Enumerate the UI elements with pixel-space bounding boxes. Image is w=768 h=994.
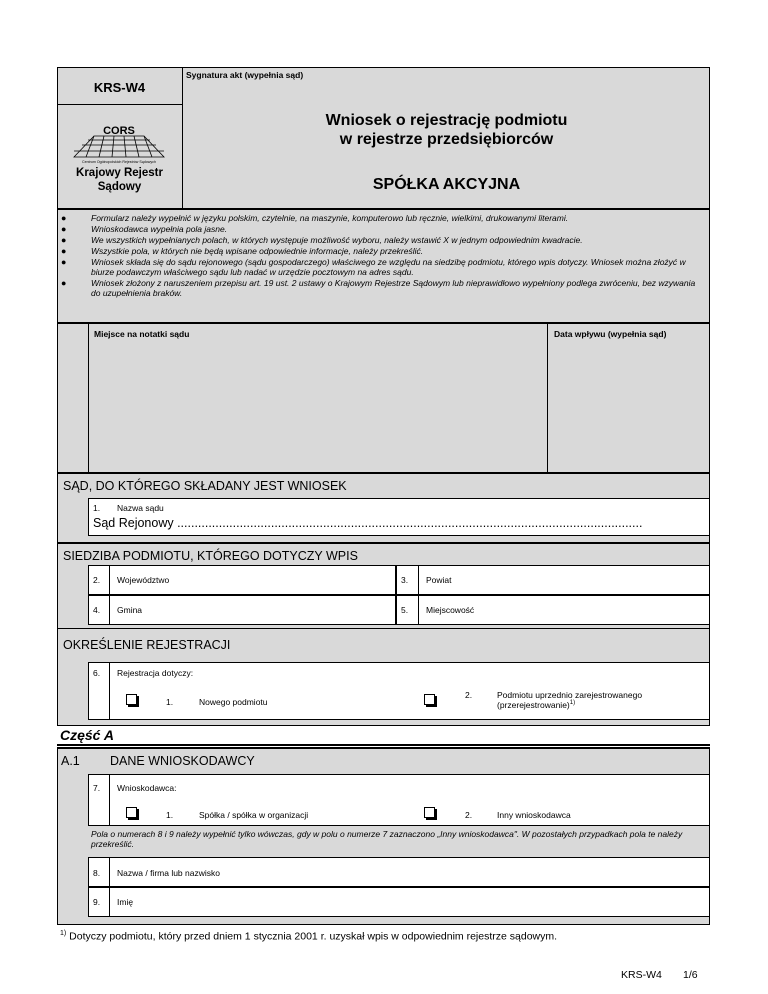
section-registration-heading: OKREŚLENIE REJESTRACJI xyxy=(63,638,231,652)
other-applicant-label: Inny wnioskodawca xyxy=(497,810,571,820)
header-left-divider xyxy=(57,104,183,105)
registration-label: Rejestracja dotyczy: xyxy=(117,668,194,678)
part-a-title: Część A xyxy=(60,727,114,743)
signature-label: Sygnatura akt (wypełnia sąd) xyxy=(186,70,304,80)
company-type: SPÓŁKA AKCYJNA xyxy=(372,176,521,193)
reregistration-label-line2 xyxy=(497,700,575,710)
instruction-item: ● Wszystkie pola, w których nie będą wpisane odpowiednie informacje, należy przekreślić. xyxy=(61,246,703,256)
applicant-num-divider xyxy=(109,774,110,826)
page-number: 1/6 xyxy=(683,969,698,981)
court-notes-box xyxy=(88,323,548,473)
field-number: 8. xyxy=(93,868,101,878)
reregistration-checkbox[interactable] xyxy=(424,694,435,705)
reregistration-label-text: (przerejestrowanie) xyxy=(497,700,570,710)
option-number: 1. xyxy=(166,697,174,707)
instruction-item: ● Wnioskodawca wypełnia pola jasne. xyxy=(61,224,703,234)
option-number: 2. xyxy=(465,690,473,700)
footnote-marker: 1) xyxy=(60,930,67,937)
part-a-sub-heading: DANE WNIOSKODAWCY xyxy=(110,754,255,768)
instructions-list xyxy=(61,213,703,298)
field-number: 4. xyxy=(93,605,101,615)
instruction-item: ● We wszystkich wypełnianych polach, w których występuje możliwość wyboru, należy wstawić X w jednym odpowiednim kwadracie. xyxy=(61,235,703,245)
svg-text:Centrum Ogólnopolskich Rejestr: Centrum Ogólnopolskich Rejestrów Sądowych xyxy=(82,160,156,164)
section-seat-heading: SIEDZIBA PODMIOTU, KTÓREGO DOTYCZY WPIS xyxy=(63,549,358,563)
company-applicant-label: Spółka / spółka w organizacji xyxy=(199,810,309,820)
registry-name-line2: Sądowy xyxy=(97,181,142,193)
seat-num-divider xyxy=(109,565,110,625)
form-title-line1: Wniosek o rejestrację podmiotu xyxy=(325,112,568,129)
county-label: Powiat xyxy=(426,575,452,585)
option-number: 2. xyxy=(465,810,473,820)
applicant-note: Pola o numerach 8 i 9 należy wypełnić tylko wówczas, gdy w polu o numerze 7 zaznaczono „Inny wnioskodawca". W pozostałych przypadkach pola te należy przekreślić. xyxy=(91,829,683,849)
municipality-label: Gmina xyxy=(117,605,143,615)
name-num-divider xyxy=(109,857,110,917)
court-name-value: Sąd Rejonowy ...................................................................................................................................... xyxy=(93,516,643,530)
footer-form-code: KRS-W4 xyxy=(621,969,662,981)
svg-text:CORS: CORS xyxy=(103,125,135,137)
other-applicant-checkbox[interactable] xyxy=(424,807,435,818)
field-number: 7. xyxy=(93,783,101,793)
form-title-line2: w rejestrze przedsiębiorców xyxy=(339,131,554,148)
field-number: 1. xyxy=(93,503,101,513)
field-number: 3. xyxy=(401,575,409,585)
part-a-sub-number: A.1 xyxy=(61,754,80,768)
option-number: 1. xyxy=(166,810,174,820)
field-number: 6. xyxy=(93,668,101,678)
cors-logo xyxy=(64,124,174,164)
form-code: KRS-W4 xyxy=(93,80,146,95)
court-name-label: Nazwa sądu xyxy=(117,503,164,513)
receipt-date-label: Data wpływu (wypełnia sąd) xyxy=(554,329,667,339)
field-number: 5. xyxy=(401,605,409,615)
voivodeship-label: Województwo xyxy=(117,575,170,585)
notes-label: Miejsce na notatki sądu xyxy=(94,329,190,339)
instruction-item: ● Wniosek złożony z naruszeniem przepisu art. 19 ust. 2 ustawy o Krajowym Rejestrze Sądowym lub nieprawidłowo wypełniony podlega zwróceniu, bez wzywania do uzupełnienia braków. xyxy=(61,278,703,298)
section-court-heading: SĄD, DO KTÓREGO SKŁADANY JEST WNIOSEK xyxy=(63,479,347,493)
footnote-ref: 1) xyxy=(569,700,576,707)
new-entity-label: Nowego podmiotu xyxy=(199,697,268,707)
company-applicant-checkbox[interactable] xyxy=(126,807,137,818)
name-label: Nazwa / firma lub nazwisko xyxy=(117,868,220,878)
first-name-field[interactable] xyxy=(88,887,710,917)
instruction-item: ● Formularz należy wypełnić w języku polskim, czytelnie, na maszynie, komputerowo lub ręcznie, wielkimi, drukowanymi literami. xyxy=(61,213,703,223)
first-name-label: Imię xyxy=(117,897,134,907)
locality-label: Miejscowość xyxy=(426,605,475,615)
applicant-label: Wnioskodawca: xyxy=(117,783,177,793)
reg-num-divider xyxy=(109,662,110,720)
applicant-field xyxy=(88,774,710,826)
instructions-block xyxy=(57,209,710,323)
seat-num-divider xyxy=(418,565,419,625)
reregistration-label-line1: Podmiotu uprzednio zarejestrowanego xyxy=(497,690,643,700)
field-number: 2. xyxy=(93,575,101,585)
footnote xyxy=(60,930,557,943)
field-number: 9. xyxy=(93,897,101,907)
new-entity-checkbox[interactable] xyxy=(126,694,137,705)
registry-name-line1: Krajowy Rejestr xyxy=(76,167,163,179)
footnote-text: Dotyczy podmiotu, który przed dniem 1 stycznia 2001 r. uzyskał wpis w odpowiednim rejestrze sądowym. xyxy=(69,930,558,943)
part-a-rule xyxy=(57,744,710,746)
instruction-item: ● Wniosek składa się do sądu rejonowego (sądu gospodarczego) właściwego ze względu na siedzibę podmiotu, którego wpis dotyczy. Wniosek można złożyć w biurze podawczym właściwego sądu lub nadać w urzędzie pocztowym na adres sądu. xyxy=(61,257,703,277)
